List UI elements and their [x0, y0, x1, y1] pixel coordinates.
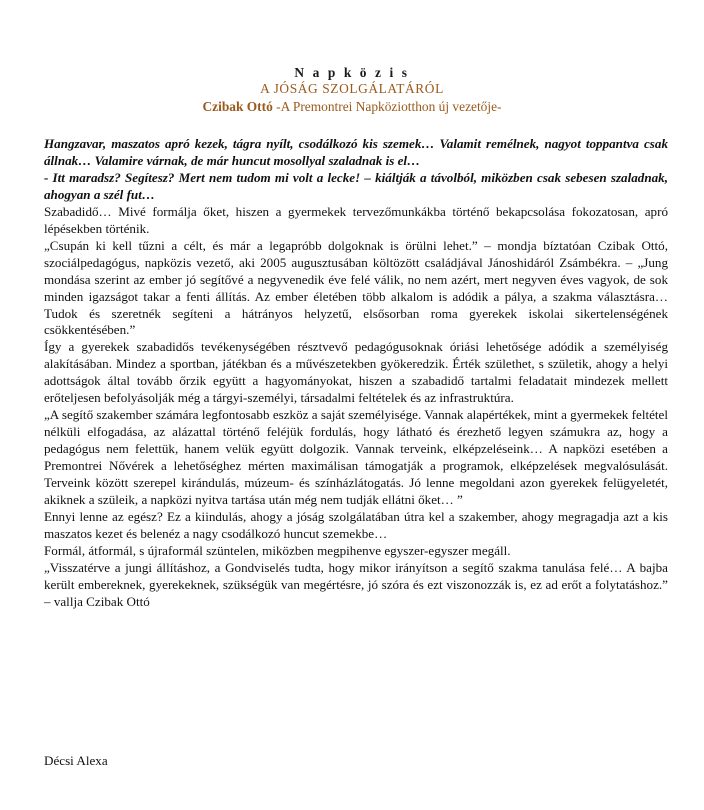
article-body	[44, 136, 668, 611]
article-byline	[0, 98, 704, 115]
body-paragraph: Ennyi lenne az egész? Ez a kiindulás, ahogy a jóság szolgálatában útra kel a szakember, ahogy megragadja azt a kis maszatos kezet és belenéz a nagy csodálkozó huncut szemekbe…	[44, 508, 668, 541]
section-title: N a p k ö z i s	[294, 65, 410, 80]
body-paragraph: „A segítő szakember számára legfontosabb eszköz a saját személyisége. Vannak alapértékek, mint a gyermekek feltétel nélküli elfogadása, az alázattal történő feléjük fordulás, hogy látható és érezhető legyen számukra az, hogy a pedagógus nem felettük, hanem velük együtt dolgozik. Vannak terveink, elképzeléseink… A napközi esetében a Premontrei Nővérek a lehetőséghez mérten maximálisan támogatják a programok, elképzelések megvalósulását. Terveink között szerepel kirándulás, múzeum- és színházlátogatás. Jó lenne megoldani azon gyerekek felügyeletét, akiknek a szüleik, a napközi nyitva tartása után még nem tudják ellátni őket… ”	[44, 407, 668, 508]
author-signature: Décsi Alexa	[44, 753, 108, 768]
lead-paragraph: Hangzavar, maszatos apró kezek, tágra nyílt, csodálkozó kis szemek… Valamit remélnek, nagyot toppantva csak állnak… Valamire várnak, de már huncut mosollyal szaladnak is el…	[44, 136, 668, 168]
lead-paragraph: - Itt maradsz? Segítesz? Mert nem tudom mi volt a lecke! – kiáltják a távolból, miközben csak sebesen szaladnak, ahogyan a szél fut…	[44, 169, 668, 202]
author-role: -A Premontrei Napköziotthon új vezetője-	[272, 99, 502, 114]
body-paragraph: „Csupán ki kell tűzni a célt, és már a legapróbb dolgoknak is örülni lehet.” – mondja bíztatóan Czibak Ottó, szociálpedagógus, napközis vezető, aki 2005 augusztusában költözött családjával Jánoshidáról Zsámbékra. – „Jung mondása szerint az ember jó segítővé a negyvenedik éve felé válik, no nem azért, mert negyven éves vagyok, de sok minden igazságot takar a fenti állítás. Az ember életében több alkalom is adódik a pálya, a szakma választásra… Tudok és szeretnék segíteni a hátrányos helyzetű, elsősorban roma gyerekek iskolai sikertelenségének csökkentésében.”	[44, 237, 668, 338]
body-paragraph: Formál, átformál, s újraformál szüntelen, miközben megpihenve egyszer-egyszer megáll.	[44, 542, 511, 558]
body-paragraph: „Visszatérve a jungi állításhoz, a Gondviselés tudta, hogy mikor irányítson a segítő szakma tanulása felé… A bajba került embereknek, gyerekeknek, szükségük van megértésre, jó szóra és ezt viszonozzák is, ez ad erőt a folytatáshoz.” – vallja Czibak Ottó	[44, 559, 668, 609]
author-name: Czibak Ottó	[202, 99, 273, 114]
article-title: A JÓSÁG SZOLGÁLATÁRÓL	[260, 81, 444, 96]
body-paragraph: Szabadidő… Mivé formálja őket, hiszen a gyermekek tervezőmunkákba történő bekapcsolása fokozatosan, apró lépésekben történik.	[44, 203, 668, 236]
body-paragraph: Így a gyerekek szabadidős tevékenységében résztvevő pedagógusoknak óriási lehetősége adódik a személyiség alakításában. Mindez a sportban, játékban és a művészetekben gyökeredzik. Érték születhet, s születik, ahogy a helyi adottságok által tovább őrzik együtt a hagyományokat, hiszen a szabadidő tartalmi feladatait mindezek mellett erőteljesen befolyásolják még a tárgyi-személyi, társadalmi feltételek és az infrastruktúra.	[44, 339, 668, 406]
